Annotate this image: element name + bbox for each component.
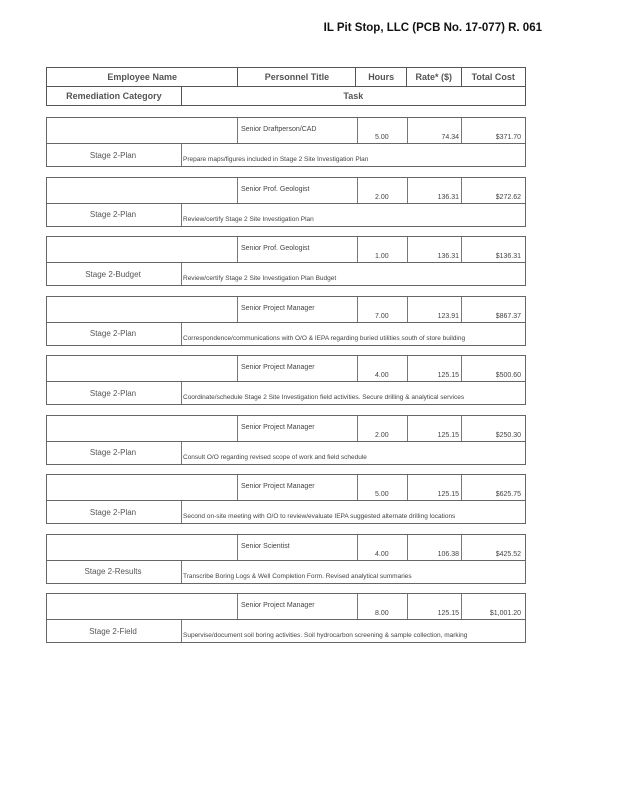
hours-value: 4.00 <box>375 550 389 558</box>
remediation-category: Stage 2-Plan <box>89 448 137 457</box>
personnel-title: Senior Scientist <box>241 542 290 550</box>
total-cost-value: $272.62 <box>495 193 521 201</box>
task-description: Consult O/O regarding revised scope of work and field schedule <box>183 453 367 461</box>
employee-name-header: Employee Name <box>47 68 238 86</box>
task-description: Review/certify Stage 2 Site Investigation Plan <box>183 215 314 223</box>
time-entry <box>46 236 526 286</box>
total-cost-value: $1,001.20 <box>489 610 521 617</box>
total-cost-value: $371.70 <box>495 134 521 141</box>
remediation-category: Stage 2-Plan <box>89 210 137 219</box>
personnel-title: Senior Project Manager <box>241 304 315 312</box>
total-cost-value: $500.60 <box>495 372 521 379</box>
time-entry <box>46 355 526 405</box>
remediation-category: Stage 2-Plan <box>89 388 137 398</box>
rate-header: Rate* ($) <box>407 68 462 86</box>
task-description: Second on-site meeting with O/O to review/evaluate IEPA suggested alternate drilling locations <box>183 513 456 520</box>
personnel-title: Senior Project Manager <box>241 364 315 371</box>
personnel-title: Senior Draftperson/CAD <box>241 126 317 133</box>
task-description: Transcribe Boring Logs & Well Completion Form. Revised analytical summaries <box>183 572 412 580</box>
task-description: Review/certify Stage 2 Site Investigation Plan Budget <box>183 275 337 282</box>
personnel-title-header: Personnel Title <box>238 68 356 86</box>
hours-value: 5.00 <box>375 491 389 498</box>
rate-value: 125.15 <box>437 491 459 498</box>
task-description: Supervise/document soil boring activities. Soil hydrocarbon screening & sample collection, marking <box>183 632 468 639</box>
time-entry <box>46 177 526 227</box>
total-cost-value: $250.30 <box>495 431 521 439</box>
task-header: Task <box>343 91 364 101</box>
total-cost-value: $867.37 <box>495 312 521 320</box>
time-entry <box>46 593 526 643</box>
total-cost-header: Total Cost <box>471 72 515 82</box>
rate-value: 136.31 <box>437 193 459 201</box>
total-cost-value: $625.75 <box>495 491 521 498</box>
personnel-title: Senior Prof. Geologist <box>241 245 310 252</box>
time-entry <box>46 296 526 346</box>
task-description: Coordinate/schedule Stage 2 Site Investigation field activities. Secure drilling & analytical services <box>183 394 465 401</box>
hours-value: 4.00 <box>375 372 389 379</box>
hours-value: 8.00 <box>375 610 389 617</box>
page-stamp: IL Pit Stop, LLC (PCB No. 17-077) R. 061 <box>323 22 542 34</box>
total-cost-value: $425.52 <box>495 550 521 558</box>
time-entry <box>46 415 526 465</box>
personnel-title: Senior Project Manager <box>241 483 315 490</box>
rate-value: 125.15 <box>437 372 459 379</box>
rate-value: 125.15 <box>437 431 459 439</box>
total-cost-value: $136.31 <box>495 253 521 260</box>
remediation-category: Stage 2-Budget <box>85 269 141 279</box>
time-entry <box>46 474 526 524</box>
personnel-title: Senior Prof. Geologist <box>241 185 310 193</box>
remediation-category: Stage 2-Plan <box>89 329 137 338</box>
hours-value: 7.00 <box>375 312 389 320</box>
column-header <box>46 67 526 106</box>
remediation-category: Stage 2-Plan <box>89 150 137 160</box>
hours-value: 5.00 <box>375 134 389 141</box>
remediation-category: Stage 2-Plan <box>89 507 137 517</box>
hours-header: Hours <box>356 68 407 86</box>
rate-value: 136.31 <box>437 253 459 260</box>
hours-value: 2.00 <box>375 193 389 201</box>
rate-value: 125.15 <box>437 610 459 617</box>
rate-value: 74.34 <box>441 134 459 141</box>
time-entry <box>46 534 526 584</box>
hours-value: 2.00 <box>375 431 389 439</box>
task-description: Prepare maps/figures included in Stage 2 Site Investigation Plan <box>183 156 369 163</box>
remediation-category: Stage 2-Results <box>84 567 142 576</box>
remediation-category: Stage 2-Field <box>89 626 137 636</box>
personnel-title: Senior Project Manager <box>241 602 315 609</box>
remediation-category-header: Remediation Category <box>47 87 182 105</box>
hours-value: 1.00 <box>375 253 389 260</box>
task-description: Correspondence/communications with O/O & IEPA regarding buried utilities south of store building <box>183 334 466 342</box>
personnel-title: Senior Project Manager <box>241 423 315 431</box>
time-entry <box>46 117 526 167</box>
rate-value: 123.91 <box>437 312 459 320</box>
rate-value: 106.38 <box>437 550 459 558</box>
